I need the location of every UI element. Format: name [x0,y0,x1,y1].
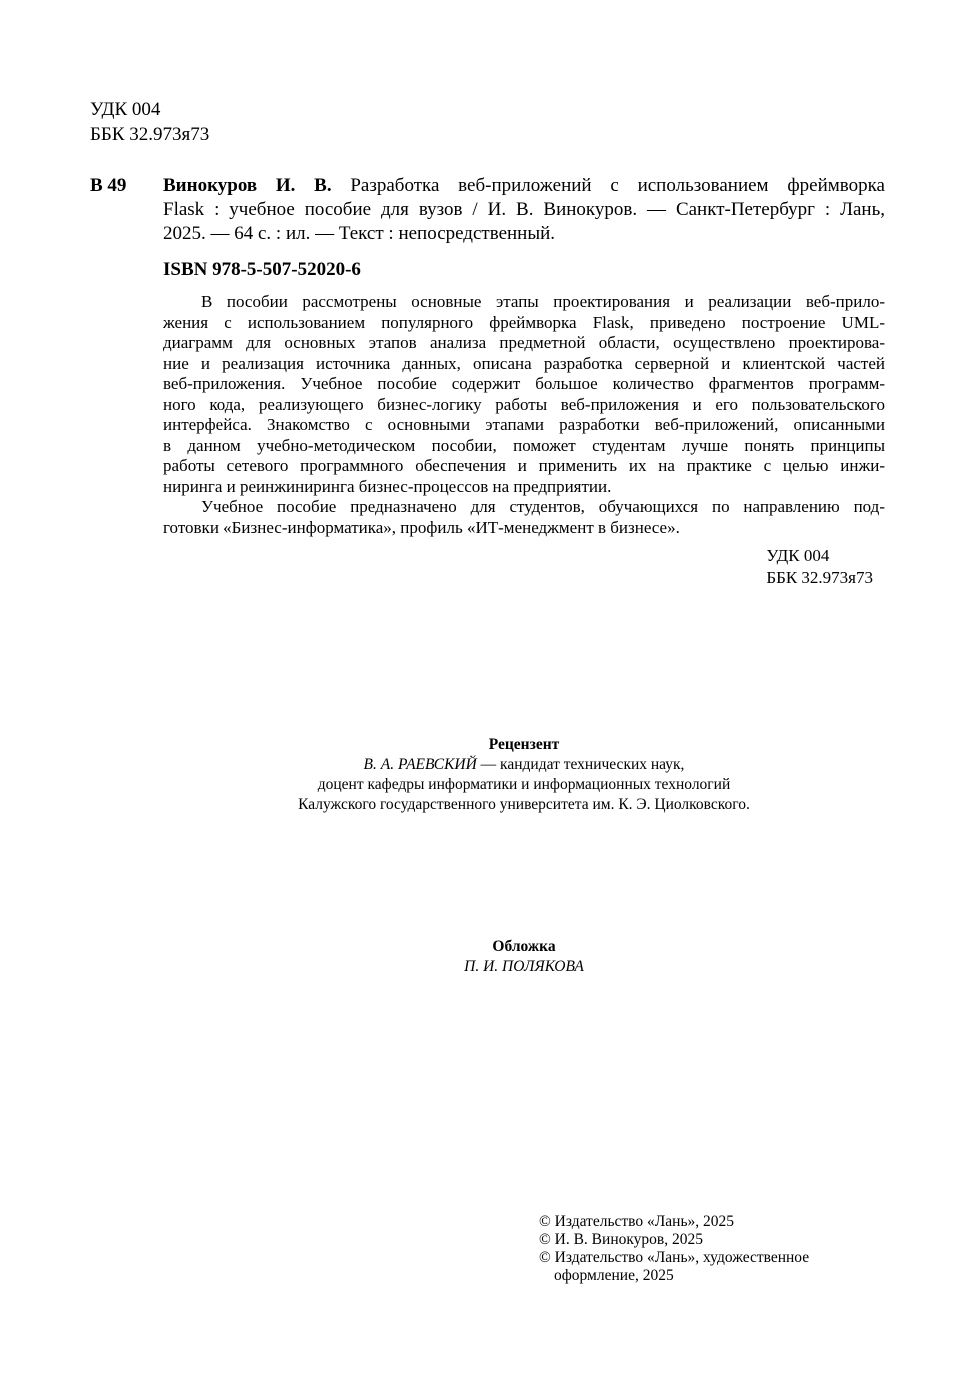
cover-heading: Обложка [492,938,556,955]
abstract-line: жения с использованием популярного фреймворка Flask, приведено построение UML- [163,312,885,332]
abstract-line: В пособии рассмотрены основные этапы проектирования и реализации веб-прило- [201,292,885,311]
reviewer-name: В. А. РАЕВСКИЙ [363,756,477,773]
reviewer-line-1 [163,755,885,775]
abstract [163,292,885,538]
abstract-line: веб-приложения. Учебное пособие содержит большое количество фрагментов программ- [163,374,885,393]
reviewer-heading: Рецензент [488,736,560,753]
author-mark: В 49 [90,175,127,196]
reviewer-line-2: доцент кафедры информатики и информационных технологий [317,776,731,793]
abstract-line: ного кода, реализующего бизнес-логику работы веб-приложения и его пользовательского [163,394,885,414]
classification-bbk: ББК 32.973я73 [766,568,873,587]
isbn: ISBN 978-5-507-52020-6 [163,259,361,280]
classification-udk: УДК 004 [766,546,830,565]
copyright-line: © Издательство «Лань», художественное [539,1249,810,1266]
copyright-line: оформление, 2025 [554,1267,674,1284]
abstract-line: диаграмм для основных этапов анализа предметной области, осуществлено проектирова- [163,333,885,352]
abstract-line: Учебное пособие предназначено для студентов, обучающихся по направлению под- [201,497,885,516]
copyright-line: © Издательство «Лань», 2025 [539,1213,735,1230]
abstract-line: ние и реализация источника данных, описана разработка серверной и клиентской частей [163,353,885,373]
abstract-line: работы сетевого программного обеспечения и применить их на практике с целью инжи- [163,456,885,475]
bibliographic-description [163,174,885,246]
header-bbk: ББК 32.973я73 [90,124,210,145]
reviewer-line-3: Калужского государственного университета им. К. Э. Циолковского. [298,796,750,813]
header-udk: УДК 004 [90,99,161,120]
copyright-block [539,1213,809,1285]
reviewer-block [163,735,885,815]
copyright-line: © И. В. Винокуров, 2025 [539,1231,703,1248]
cover-credit [163,937,885,977]
bib-line-2: Flask : учебное пособие для вузов / И. В. Винокуров. — Санкт-Петербург : Лань, [163,199,885,220]
classification-block [766,545,873,589]
abstract-line: интерфейса. Знакомство с основными этапами разработки веб-приложений, описанными [163,415,885,434]
abstract-line: в данном учебно-методическом пособии, поможет студентам лучше понять принципы [163,435,885,455]
cover-designer: П. И. ПОЛЯКОВА [464,958,584,975]
reviewer-title: — кандидат технических наук, [476,756,685,773]
abstract-line: готовки «Бизнес-информатика», профиль «ИТ-менеджмент в бизнесе». [163,517,680,537]
author-name: Винокуров И. В. [163,175,332,196]
title-start: Разработка веб-приложений с использованием фреймворка [350,175,885,196]
bib-line-3: 2025. — 64 с. : ил. — Текст : непосредственный. [163,223,556,244]
abstract-line: ниринга и реинжиниринга бизнес-процессов на предприятии. [163,476,612,496]
bib-line-1 [163,174,885,198]
header-classification [90,97,209,147]
